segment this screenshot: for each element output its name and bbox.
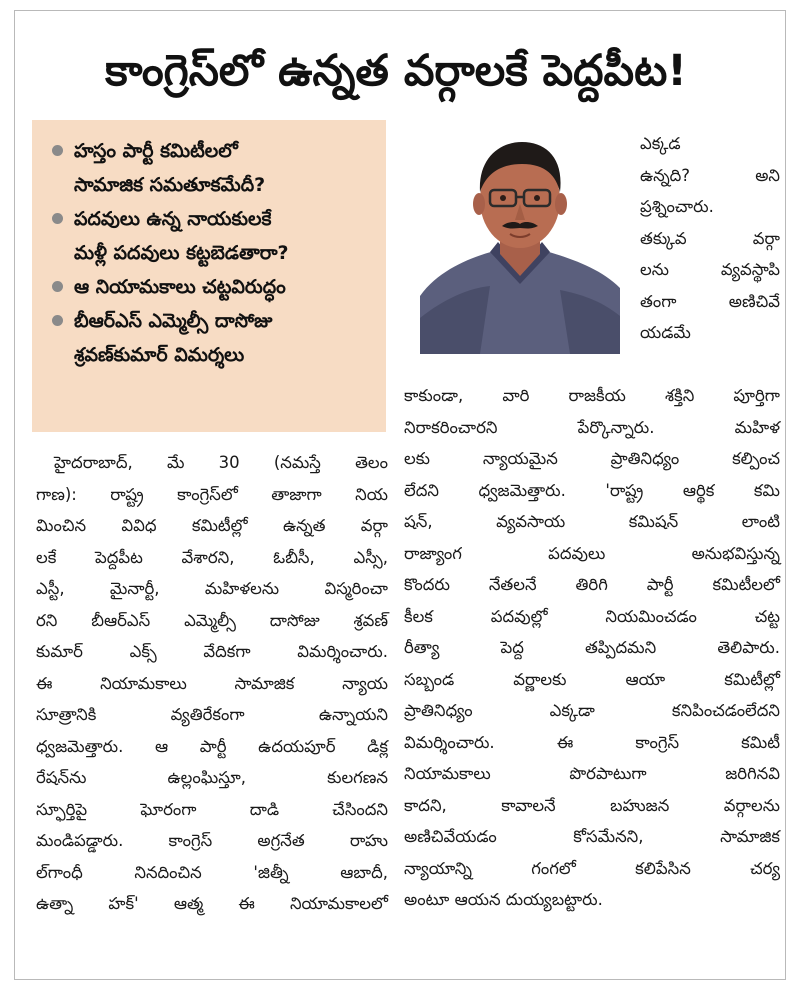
text-line: కొందరు నేతలనే తిరిగి పార్టీ కమిటీలలో [404, 575, 780, 594]
text-line: న్యాయాన్ని గంగలో కలిపేసిన చర్య [404, 858, 780, 878]
highlight-item [48, 270, 376, 304]
highlight-item [48, 304, 376, 372]
text-line: రని బీఆర్‌ఎస్‌ ఎమ్మెల్సీ దాసోజు శ్రవణ్‌ [36, 610, 388, 630]
text-line: అంటూ ఆయన దుయ్యబట్టారు. [404, 890, 603, 909]
text-line: కాదని, కావాలనే బహుజన వర్గాలను [404, 795, 780, 815]
person-photo [420, 118, 620, 354]
person-photo-icon [420, 118, 620, 354]
highlight-line: హస్తం పార్టీ కమిటీలలో [74, 140, 238, 162]
text-line: షన్‌, వ్యవసాయ కమిషన్‌ లాంటి [404, 512, 780, 531]
text-line: రేషన్‌ను ఉల్లంఘిస్తూ, కులగణన [36, 768, 388, 787]
right-column [404, 380, 780, 916]
text-line: ఎక్కడ [640, 134, 681, 153]
highlight-line: ఆ నియామకాలు చట్టవిరుద్ధం [74, 276, 286, 298]
text-line: సబ్బండ వర్ణాలకు ఆయా కమిటీల్లో [404, 669, 780, 689]
highlight-line: శ్రవణ్‌కుమార్‌ విమర్శలు [74, 344, 245, 366]
highlight-line: బీఆర్‌ఎస్‌ ఎమ్మెల్సీ దాసోజు [74, 310, 273, 332]
highlight-line: సామాజిక సమతూకమేదీ? [74, 174, 266, 196]
text-line: గాణ): రాష్ట్ర కాంగ్రెస్‌లో తాజాగా నియ [36, 484, 388, 504]
text-line: మండిపడ్డారు. కాంగ్రెస్‌ అగ్రనేత రాహు [36, 831, 388, 850]
text-line: రీత్యా పెద్ద తప్పిదమని తెలిపారు. [404, 638, 780, 657]
text-line: కుమార్‌ ఎక్స్‌ వేదికగా విమర్శించారు. [36, 642, 388, 661]
text-line: నియామకాలు పొరపాటుగా జరిగినవి [404, 764, 780, 783]
highlight-line: మళ్లీ పదవులు కట్టబెడతారా? [74, 242, 289, 264]
text-line: అణిచివేయడం కోసమేనని, సామాజిక [404, 827, 780, 846]
text-line: తక్కువ వర్గా [640, 228, 780, 248]
highlight-item [48, 202, 376, 270]
text-line: లను వ్యవస్థాపి [640, 260, 780, 279]
text-line: ప్రాతినిధ్యం ఎక్కడా కనిపించడంలేదని [404, 701, 780, 720]
text-line: తంగా అణిచివే [640, 291, 780, 311]
bullet-icon [52, 145, 63, 156]
bullet-icon [52, 315, 63, 326]
text-line: లకే పెద్దపీట వేశారని, ఓబీసీ, ఎస్సీ, [36, 547, 388, 567]
text-line: ఎస్టీ, మైనార్టీ, మహిళలను విస్మరించా [36, 579, 388, 598]
text-line: స్ఫూర్తిపై ఘోరంగా దాడి చేసిందని [36, 799, 388, 819]
headline: కాంగ్రెస్‌లో ఉన్నత వర్గాలకే పెద్దపీట! [105, 46, 687, 96]
text-line: సూత్రానికి వ్యతిరేకంగా ఉన్నాయని [36, 705, 388, 724]
left-column [36, 447, 388, 920]
text-line: ఉన్నది? అని [640, 165, 780, 185]
text-line: ఉత్నా హక్‌' ఆత్మ ఈ నియామకాలలో [36, 894, 388, 913]
text-line: విమర్శించారు. ఈ కాంగ్రెస్‌ కమిటీ [404, 732, 780, 752]
text-line: ధ్వజమెత్తారు. ఆ పార్టీ ఉదయపూర్‌ డిక్ల [36, 736, 388, 756]
text-line: యడమే [640, 323, 691, 342]
text-line: మించిన వివిధ కమిటీల్లో ఉన్నత వర్గా [36, 516, 388, 535]
text-line: రాజ్యాంగ పదవులు అనుభవిస్తున్న [404, 543, 780, 563]
bullet-icon [52, 213, 63, 224]
text-line: ఈ నియామకాలు సామాజిక న్యాయ [36, 673, 388, 693]
highlights-box [32, 120, 386, 432]
text-line: నిరాకరించారని పేర్కొన్నారు. మహిళ [404, 417, 780, 437]
text-line: ప్రశ్నించారు. [640, 197, 714, 216]
right-column-top [640, 128, 780, 349]
text-line: లేదని ధ్వజమెత్తారు. 'రాష్ట్ర ఆర్థిక కమి [404, 480, 780, 500]
text-line: కీలక పదవుల్లో నియమించడం చట్ట [404, 606, 780, 626]
text-line: హైదరాబాద్‌, మే 30 (నమస్తే తెలం [54, 453, 388, 472]
text-line: ల్‌గాంధీ నినదించిన 'జిత్నీ ఆబాదీ, [36, 862, 388, 882]
highlight-item [48, 134, 376, 202]
bullet-icon [52, 281, 63, 292]
highlight-line: పదవులు ఉన్న నాయకులకే [74, 208, 272, 230]
text-line: లకు న్యాయమైన ప్రాతినిధ్యం కల్పించ [404, 449, 780, 468]
text-line: కాకుండా, వారి రాజకీయ శక్తిని పూర్తిగా [404, 386, 780, 405]
